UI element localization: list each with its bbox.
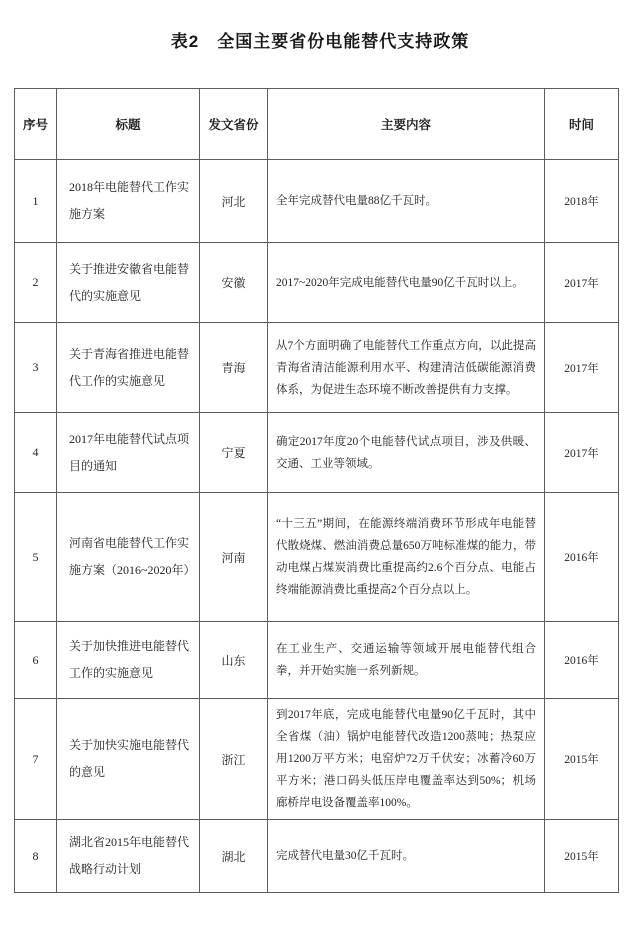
cell-province: 河南 xyxy=(200,493,268,622)
cell-title: 关于青海省推进电能替代工作的实施意见 xyxy=(57,323,200,413)
cell-content: 2017~2020年完成电能替代电量90亿千瓦时以上。 xyxy=(268,243,545,323)
cell-time: 2017年 xyxy=(545,323,619,413)
cell-title: 河南省电能替代工作实施方案（2016~2020年） xyxy=(57,493,200,622)
cell-time: 2016年 xyxy=(545,622,619,699)
cell-content: 完成替代电量30亿千瓦时。 xyxy=(268,820,545,893)
header-row xyxy=(15,89,619,160)
table-row xyxy=(15,160,619,243)
table-row xyxy=(15,699,619,820)
cell-title: 关于推进安徽省电能替代的实施意见 xyxy=(57,243,200,323)
cell-title: 关于加快实施电能替代的意见 xyxy=(57,699,200,820)
col-header-serial: 序号 xyxy=(15,89,57,160)
cell-content: “十三五”期间，在能源终端消费环节形成年电能替代散烧煤、燃油消费总量650万吨标准煤的能力，带动电煤占煤炭消费比重提高约2.6个百分点、电能占终端能源消费比重提高2个百分点以上。 xyxy=(268,493,545,622)
col-header-title: 标题 xyxy=(57,89,200,160)
cell-province: 宁夏 xyxy=(200,413,268,493)
cell-content: 确定2017年度20个电能替代试点项目，涉及供暖、交通、工业等领域。 xyxy=(268,413,545,493)
policy-table xyxy=(14,88,619,893)
cell-title: 2018年电能替代工作实施方案 xyxy=(57,160,200,243)
col-header-content: 主要内容 xyxy=(268,89,545,160)
table-row xyxy=(15,820,619,893)
cell-time: 2017年 xyxy=(545,413,619,493)
cell-time: 2015年 xyxy=(545,820,619,893)
table-row xyxy=(15,323,619,413)
cell-province: 山东 xyxy=(200,622,268,699)
cell-time: 2015年 xyxy=(545,699,619,820)
cell-serial: 4 xyxy=(15,413,57,493)
cell-content: 到2017年底，完成电能替代电量90亿千瓦时，其中全省煤（油）锅炉电能替代改造1200蒸吨；热泵应用1200万平方米；电窑炉72万千伏安；冰蓄冷60万平方米；港口码头低压岸电覆盖率达到50%；机场廊桥岸电设备覆盖率100%。 xyxy=(268,699,545,820)
cell-content: 全年完成替代电量88亿千瓦时。 xyxy=(268,160,545,243)
table-row xyxy=(15,493,619,622)
table-row xyxy=(15,413,619,493)
table-row xyxy=(15,622,619,699)
cell-title: 2017年电能替代试点项目的通知 xyxy=(57,413,200,493)
cell-time: 2016年 xyxy=(545,493,619,622)
table-row xyxy=(15,243,619,323)
cell-content: 从7个方面明确了电能替代工作重点方向，以此提高青海省清洁能源利用水平、构建清洁低碳能源消费体系，为促进生态环境不断改善提供有力支撑。 xyxy=(268,323,545,413)
cell-content: 在工业生产、交通运输等领域开展电能替代组合拳，并开始实施一系列新规。 xyxy=(268,622,545,699)
cell-serial: 6 xyxy=(15,622,57,699)
cell-province: 河北 xyxy=(200,160,268,243)
cell-province: 青海 xyxy=(200,323,268,413)
cell-serial: 8 xyxy=(15,820,57,893)
table-caption: 表2 全国主要省份电能替代支持政策 xyxy=(170,32,470,51)
cell-serial: 5 xyxy=(15,493,57,622)
cell-province: 浙江 xyxy=(200,699,268,820)
cell-serial: 3 xyxy=(15,323,57,413)
cell-time: 2017年 xyxy=(545,243,619,323)
cell-serial: 2 xyxy=(15,243,57,323)
cell-title: 湖北省2015年电能替代战略行动计划 xyxy=(57,820,200,893)
col-header-province: 发文省份 xyxy=(200,89,268,160)
cell-province: 湖北 xyxy=(200,820,268,893)
cell-serial: 1 xyxy=(15,160,57,243)
cell-serial: 7 xyxy=(15,699,57,820)
cell-time: 2018年 xyxy=(545,160,619,243)
col-header-time: 时间 xyxy=(545,89,619,160)
cell-title: 关于加快推进电能替代工作的实施意见 xyxy=(57,622,200,699)
cell-province: 安徽 xyxy=(200,243,268,323)
